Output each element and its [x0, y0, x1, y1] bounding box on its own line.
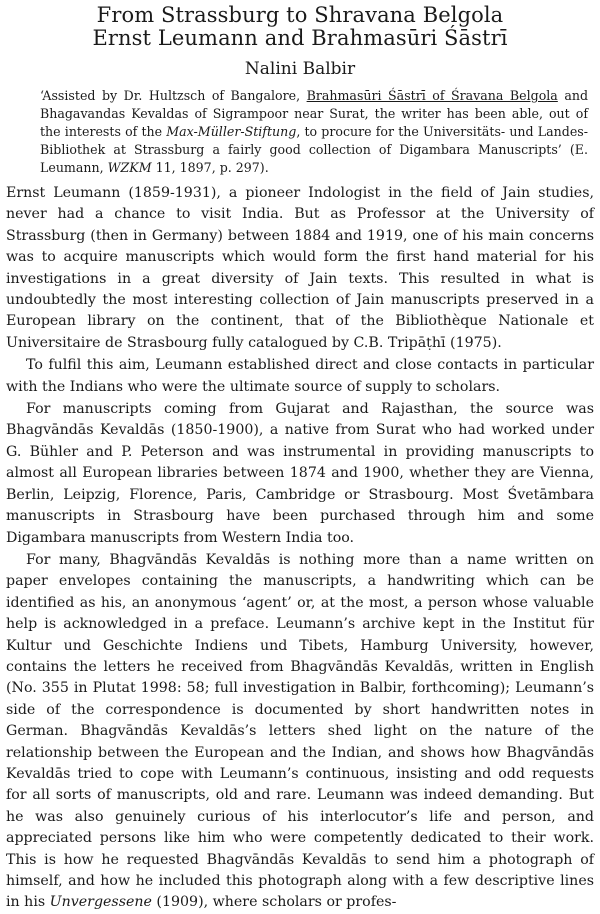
paragraph-2: To fulfil this aim, Leumann established direct and close contacts in particular with the Indians who were the ultimate source of supply to scholars.	[6, 357, 594, 395]
paragraph-1: Ernst Leumann (1859-1931), a pioneer Indologist in the field of Jain studies, never had a chance to visit India. But as Professor at the University of Strassburg (then in Germany) between 1884 and 1919, one of his main concerns was to acquire manuscripts which would form the first hand material for his investigations in a great diversity of Jain texts. This resulted in what is undoubtedly the most interesting collection of Jain manuscripts preserved in a European library on the continent, that of the Bibliothèque Nationale et Universitaire de Strasbourg fully catalogued by C.B. Tripāṭhī (1975).	[6, 185, 594, 351]
epigraph-text-2: and Bhagavandas Kevaldas of Sigrampoor near Surat, the writer has been able, out of the interests of the	[40, 88, 589, 139]
paragraph-4-text: For many, Bhagvāndās Kevaldās is nothing more than a name written on paper envelopes containing the manuscripts, a handwriting which can be identified as his, an anonymous ‘agent’ or, at the most, a person whose valuable help is acknowledged in a preface. Leumann’s archive kept in the Institut für Kultur und Geschichte Indiens und Tibets, Hamburg University, however, contains the letters he received from Bhagvāndās Kevaldās, written in English (No. 355 in Plutat 1998: 58; full investigation in Balbir, forthcoming); Leumann’s side of the correspondence is documented by short handwritten notes in German. Bhagvāndās Kevaldās’s letters shed light on the nature of the relationship between the European and the Indian, and shows how Bhagvāndās Kevaldās tried to cope with Leumann’s continuous, insisting and odd requests for all sorts of manuscripts, old and rare. Leumann was indeed demanding. But he was also genuinely curious of his interlocutor’s life and person, and appreciated persons like him who were competently dedicated to their work. This is how he requested Bhagvāndās Kevaldās to send him a photograph of himself, and how he included this photograph along with a few descriptive lines in his	[6, 551, 594, 911]
author-name: Nalini Balbir	[244, 59, 356, 79]
title-line-1: From Strassburg to Shravana Belgola	[96, 3, 504, 27]
epigraph-italic-foundation: Max-Müller-Stiftung	[166, 124, 297, 139]
paragraph-4	[6, 550, 594, 914]
epigraph-italic-journal: WZKM	[107, 160, 152, 175]
paragraph-3: For manuscripts coming from Gujarat and Rajasthan, the source was Bhagvāndās Kevaldās (1850-1900), a native from Surat who had worked under G. Bühler and P. Peterson and was instrumental in providing manuscripts to almost all European libraries between 1874 and 1900, whether they are Vienna, Berlin, Leipzig, Florence, Paris, Cambridge or Strasbourg. Most Śvetāmbara manuscripts in Strasbourg have been purchased through him and some Digambara manuscripts from Western India too.	[6, 401, 594, 546]
epigraph-quote	[40, 87, 588, 177]
epigraph-text-1: ‘Assisted by Dr. Hultzsch of Bangalore,	[40, 88, 307, 103]
paragraph-4-italic-title: Unvergessene	[49, 894, 152, 911]
article-body	[6, 183, 594, 914]
paragraph-4-tail: (1909), where scholars or profes-	[151, 894, 397, 911]
epigraph-underlined-name: Brahmasūri Śāstrī of Śravana Belgola	[306, 88, 558, 103]
title-line-2: Ernst Leumann and Brahmasūri Śāstrī	[92, 26, 508, 50]
epigraph-text-3: , to procure for the Universitäts- und Landes-Bibliothek at Strassburg a fairly good collection of Digambara Manuscripts’ (E. Leumann,	[40, 124, 588, 175]
epigraph-text-4: 11, 1897, p. 297).	[151, 160, 269, 175]
